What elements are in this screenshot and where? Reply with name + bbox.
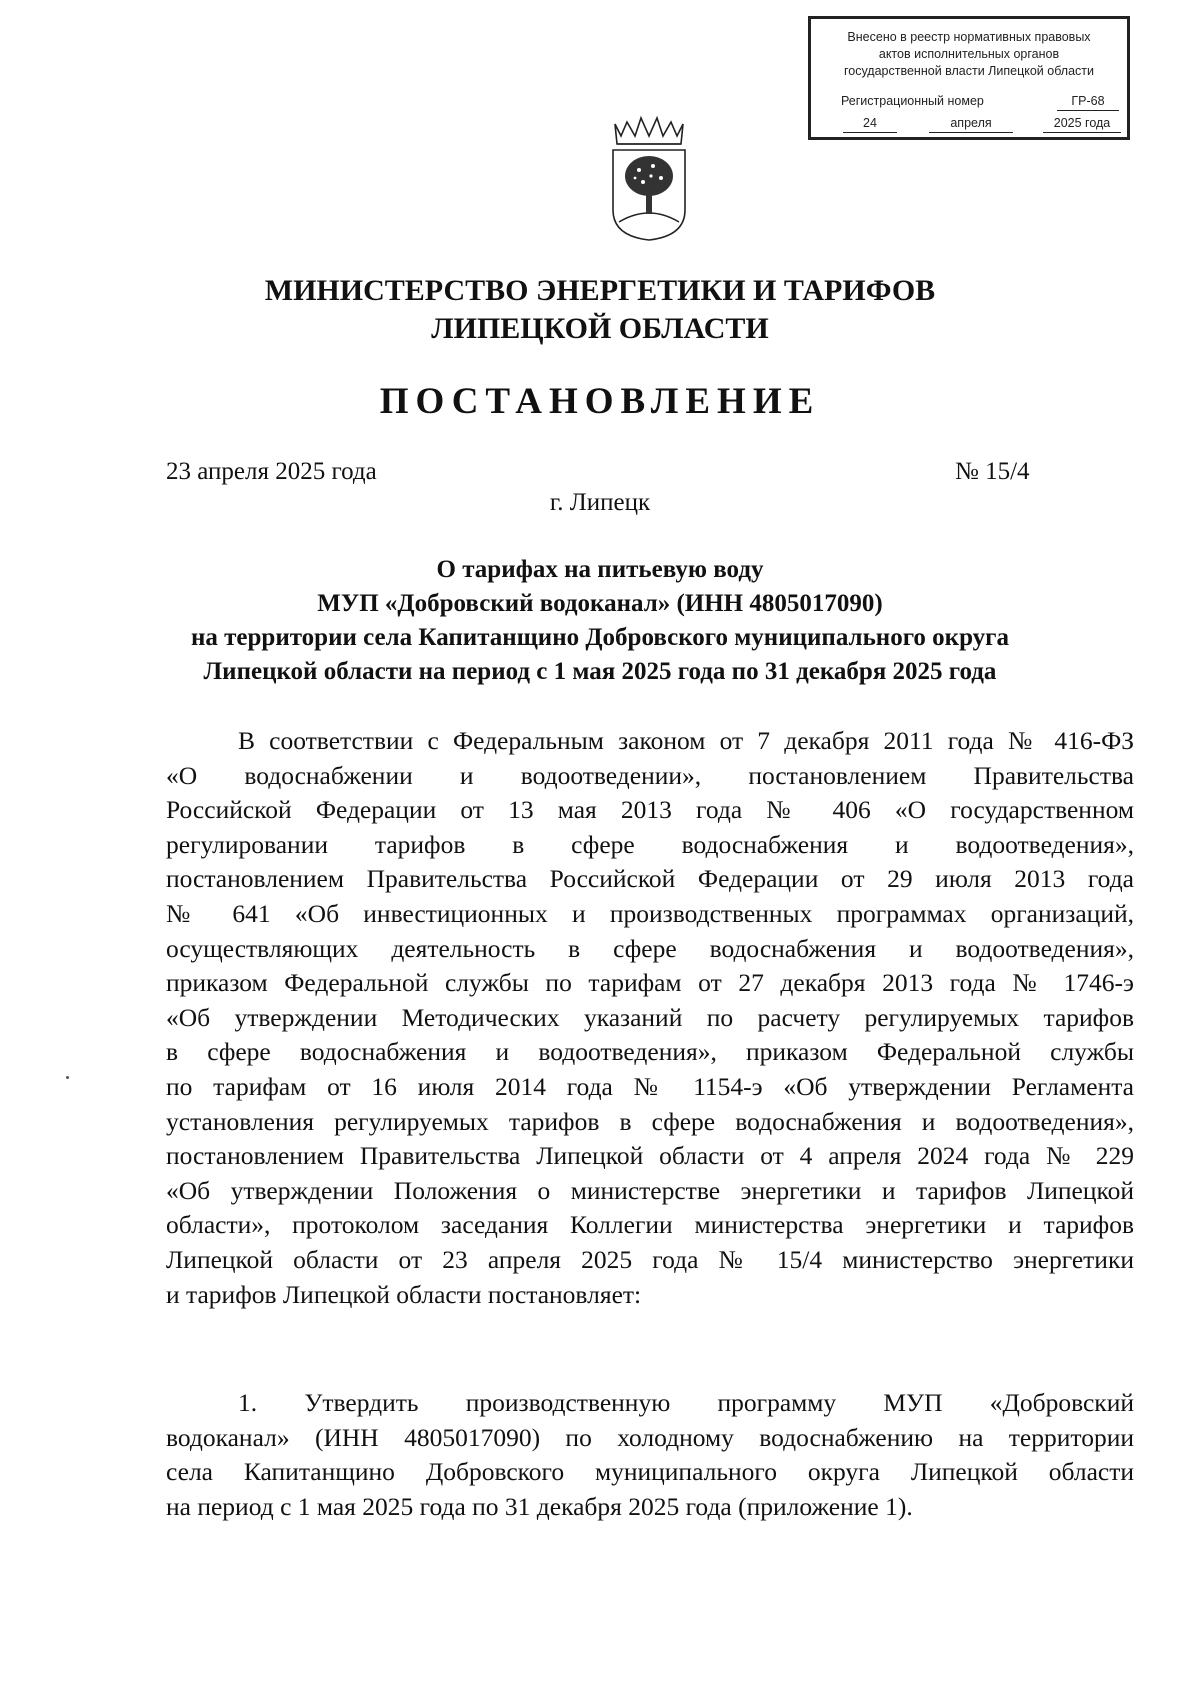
paragraph-line: области», протоколом заседания Коллегии министерства энергетики и тарифов [166,1210,1134,1240]
paragraph-line: регулировании тарифов в сфере водоснабжения и водоотведения», [166,829,1134,859]
item-1-paragraph [166,1386,1134,1524]
subject-line: Липецкой области на период с 1 мая 2025 года по 31 декабря 2025 года [203,658,997,685]
paragraph-line: водоканал» (ИНН 4805017090) по холодному водоснабжению на территории [166,1422,1134,1452]
stamp-line: государственной власти Липецкой области [843,64,1095,78]
subject-line: О тарифах на питьевую воду [436,556,764,583]
subject-line: МУП «Добровский водоканал» (ИНН 4805017090) [317,590,883,617]
paragraph-line: Российской Федерации от 13 мая 2013 года № 406 «О государственном [166,795,1134,825]
paragraph-line: «Об утверждении Положения о министерстве энергетики и тарифов Липецкой [166,1175,1134,1205]
ministry-name [0,272,1200,348]
registry-stamp [808,16,1130,140]
paragraph-line: «О водоснабжении и водоотведении», постановлением Правительства [166,760,1134,790]
paragraph-line: на период с 1 мая 2025 года по 31 декабря 2025 года (приложение 1). [166,1491,913,1521]
stamp-day: 24 [843,115,897,133]
preamble-paragraph [166,724,1134,1312]
document-type: ПОСТАНОВЛЕНИЕ [379,381,821,422]
paragraph-line: В соответствии с Федеральным законом от 7 декабря 2011 года № 416-ФЗ [238,726,1134,755]
paragraph-line: в сфере водоснабжения и водоотведения», приказом Федеральной службы [166,1037,1134,1067]
paragraph-line: постановлением Правительства Российской Федерации от 29 июля 2013 года [166,864,1134,894]
document-date: 23 апреля 2025 года [166,458,377,485]
stamp-reg-label: Регистрационный номер [841,94,984,108]
stamp-line: актов исполнительных органов [878,47,1060,61]
coat-of-arms-icon [607,114,691,244]
stamp-month: апреля [929,115,1013,133]
paragraph-line: Липецкой области от 23 апреля 2025 года № 15/4 министерство энергетики [166,1244,1134,1274]
paragraph-line: «Об утверждении Методических указаний по расчету регулируемых тарифов [166,1002,1134,1032]
ministry-line: ЛИПЕЦКОЙ ОБЛАСТИ [431,312,769,345]
paragraph-line: и тарифов Липецкой области постановляет: [166,1279,642,1309]
stamp-reg-number: ГР-68 [1057,93,1119,111]
paragraph-line: приказом Федеральной службы по тарифам от 27 декабря 2013 года № 1746-э [166,968,1134,998]
paragraph-line: 1. Утвердить производственную программу МУП «Добровский [238,1388,1134,1417]
paragraph-line: осуществляющих деятельность в сфере водоснабжения и водоотведения», [166,933,1134,963]
ministry-line: МИНИСТЕРСТВО ЭНЕРГЕТИКИ И ТАРИФОВ [264,274,936,307]
paragraph-line: установления регулируемых тарифов в сфере водоснабжения и водоотведения», [166,1106,1134,1136]
stamp-line: Внесено в реестр нормативных правовых [847,30,1091,44]
scan-speck [66,1076,69,1079]
document-number: № 15/4 [955,458,1030,485]
paragraph-line: № 641 «Об инвестиционных и производственных программах организаций, [166,898,1134,928]
document-subject [0,553,1200,689]
document-city: г. Липецк [549,489,651,516]
subject-line: на территории села Капитанщино Добровского муниципального округа [190,624,1010,651]
paragraph-line: постановлением Правительства Липецкой области от 4 апреля 2024 года № 229 [166,1141,1134,1171]
paragraph-line: села Капитанщино Добровского муниципального округа Липецкой области [166,1457,1134,1487]
paragraph-line: по тарифам от 16 июля 2014 года № 1154-э «Об утверждении Регламента [166,1071,1134,1101]
stamp-year: 2025 года [1043,115,1121,133]
